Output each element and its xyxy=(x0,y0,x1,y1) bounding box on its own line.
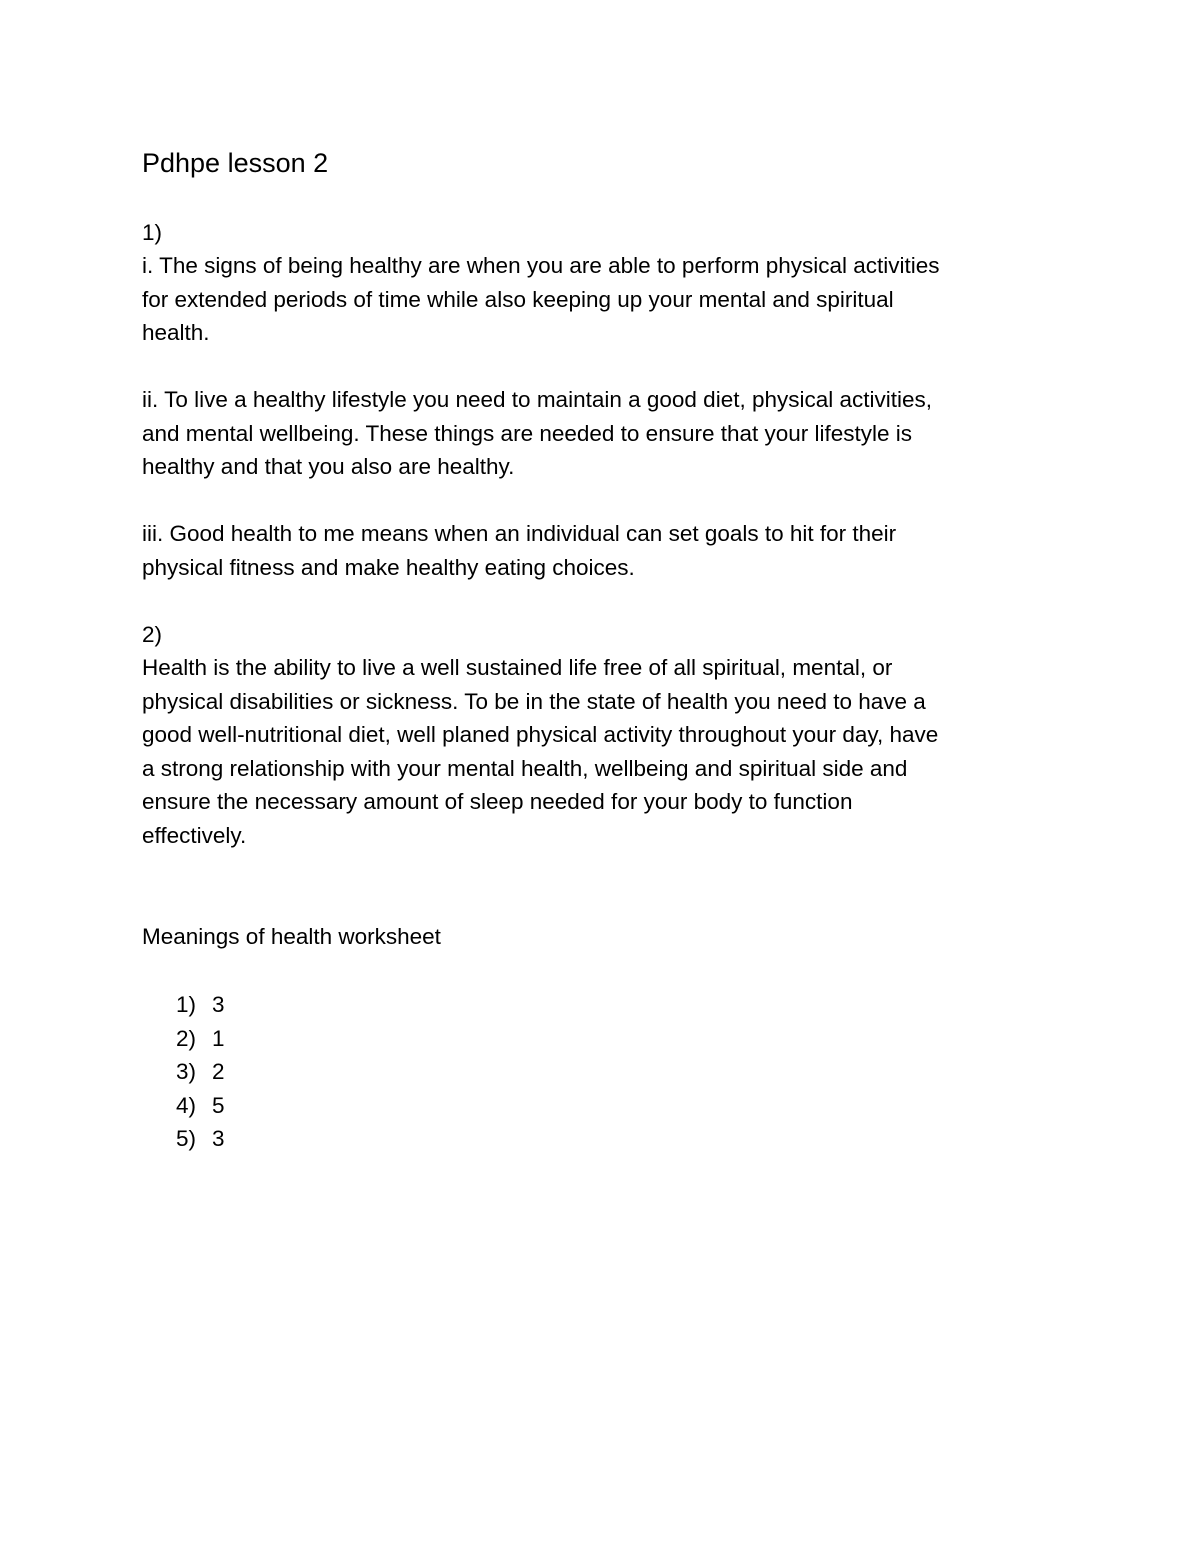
worksheet-answer-list xyxy=(176,988,225,1156)
section-2-line: good well-nutritional diet, well planed physical activity throughout your day, have xyxy=(142,722,939,747)
section-2-heading xyxy=(142,618,1062,652)
section-2-line: ensure the necessary amount of sleep needed for your body to function xyxy=(142,789,853,814)
worksheet-heading xyxy=(142,920,1062,954)
list-item-number: 4) xyxy=(176,1092,197,1118)
list-item-answer: 2 xyxy=(212,1059,225,1084)
answer-ii-line: and mental wellbeing. These things are needed to ensure that your lifestyle is xyxy=(142,420,913,446)
list-item-answer: 5 xyxy=(212,1092,225,1118)
answer-i xyxy=(142,249,1062,350)
list-item-number: 3) xyxy=(176,1059,197,1084)
list-item-answer: 3 xyxy=(212,1126,225,1151)
list-item xyxy=(176,1022,225,1056)
section-1-number: 1) xyxy=(142,220,163,245)
document-title: Pdhpe lesson 2 xyxy=(142,148,329,178)
section-2-line: physical disabilities or sickness. To be in the state of health you need to have a xyxy=(142,688,926,714)
answer-iii-line: iii. Good health to me means when an individual can set goals to hit for their xyxy=(142,521,897,546)
answer-ii-line: healthy and that you also are healthy. xyxy=(142,454,515,479)
list-item-number: 5) xyxy=(176,1126,197,1151)
list-item-number: 1) xyxy=(176,992,197,1017)
list-item xyxy=(176,1055,225,1089)
answer-iii-line: physical fitness and make healthy eating choices. xyxy=(142,554,635,580)
list-item-answer: 1 xyxy=(212,1025,225,1051)
answer-i-line: i. The signs of being healthy are when you are able to perform physical activities xyxy=(142,253,940,278)
answer-i-line: health. xyxy=(142,320,210,345)
answer-iii xyxy=(142,517,1062,584)
section-2-line: Health is the ability to live a well sustained life free of all spiritual, mental, or xyxy=(142,655,893,680)
answer-ii-line: ii. To live a healthy lifestyle you need to maintain a good diet, physical activities, xyxy=(142,387,933,412)
worksheet-title: Meanings of health worksheet xyxy=(142,924,441,949)
list-item-number: 2) xyxy=(176,1025,197,1051)
list-item xyxy=(176,1089,225,1123)
section-2-line: a strong relationship with your mental health, wellbeing and spiritual side and xyxy=(142,755,908,781)
answer-ii xyxy=(142,383,1062,484)
section-1-heading xyxy=(142,216,1062,250)
section-2-number: 2) xyxy=(142,622,163,647)
section-2-answer xyxy=(142,651,1062,852)
list-item xyxy=(176,988,225,1022)
answer-i-line: for extended periods of time while also keeping up your mental and spiritual xyxy=(142,286,894,312)
list-item xyxy=(176,1122,225,1156)
list-item-answer: 3 xyxy=(212,992,225,1017)
section-2-line: effectively. xyxy=(142,822,247,848)
